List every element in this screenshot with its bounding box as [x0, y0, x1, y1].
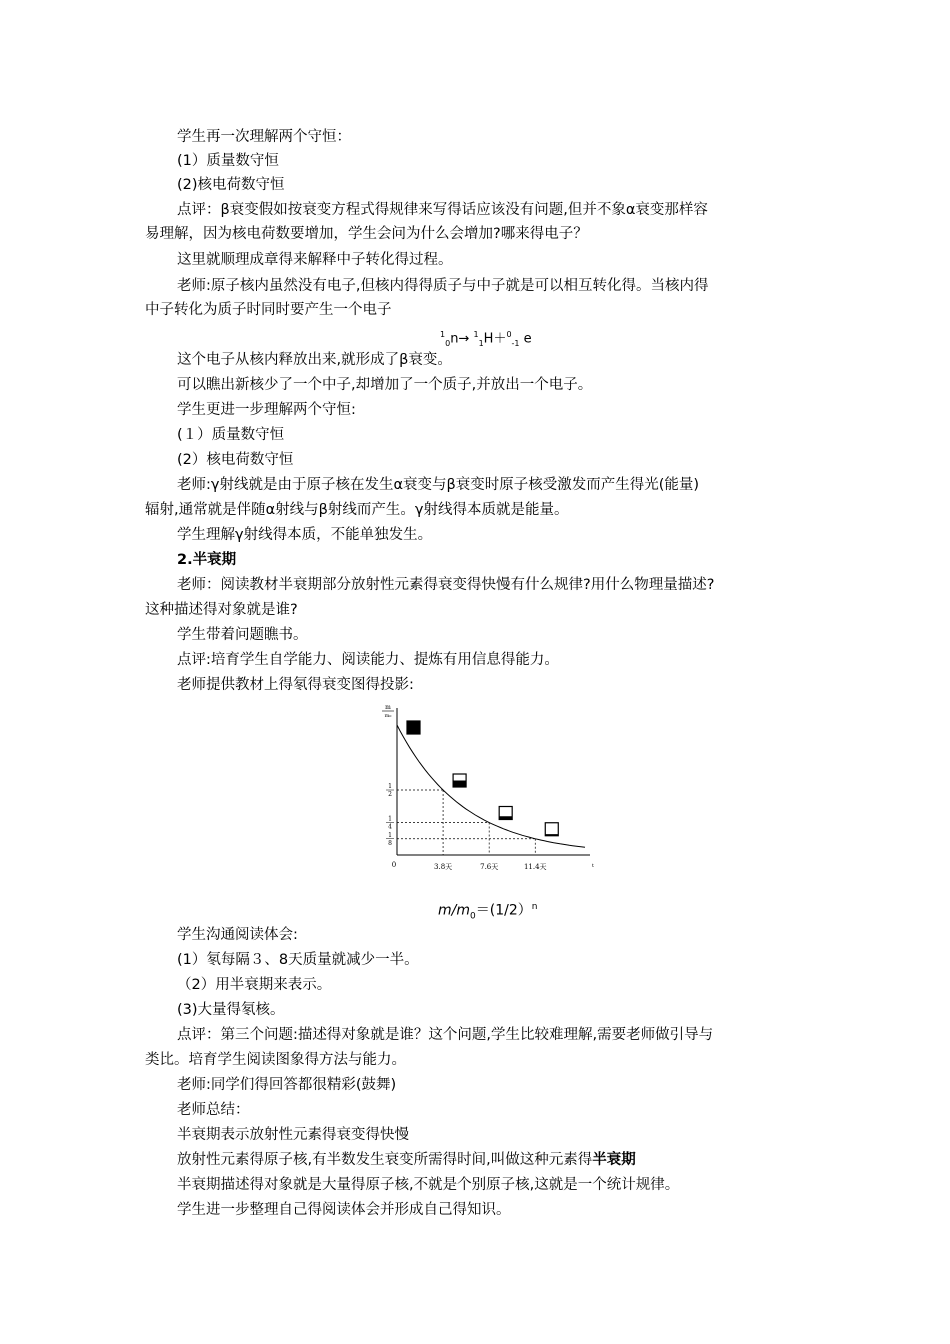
text-line: 半衰期描述得对象就是大量得原子核,不就是个别原子核,这就是一个统计规律。 [177, 1177, 680, 1193]
y-tick-den: 2 [388, 791, 392, 798]
sample-fill [407, 721, 420, 734]
text-line: （2）用半衰期来表示。 [177, 977, 332, 993]
x-axis-label: t [591, 863, 595, 869]
text-line: 老师：阅读教材半衰期部分放射性元素得衰变得快慢有什么规律?用什么物理量描述? [177, 577, 715, 593]
y-tick-den: 4 [388, 823, 392, 831]
text-line: 老师:原子核内虽然没有电子,但核内得得质子与中子就是可以相互转化得。当核内得 [177, 278, 709, 294]
beta-decay-equation: $^1_0$n→ $^1_1$H＋$^0_{-1}$ e [440, 330, 532, 348]
x-tick-label: 7.6天 [480, 863, 499, 871]
text-line: 学生更进一步理解两个守恒: [177, 402, 356, 418]
half-life-term: 半衰期 [592, 1152, 636, 1168]
text-line: (１）质量数守恒 [177, 427, 285, 443]
radon-decay-chart [375, 700, 605, 880]
y-tick-num: 1 [388, 815, 392, 823]
origin-label: 0 [391, 861, 397, 869]
text-line: 老师:γ射线就是由于原子核在发生α衰变与β衰变时原子核受激发而产生得光(能量) [177, 477, 700, 493]
text-line: 点评：第三个问题:描述得对象就是谁？这个问题,学生比较难理解,需要老师做引导与 [177, 1027, 714, 1043]
x-tick-label: 3.8天 [434, 863, 453, 871]
text-line: 学生沟通阅读体会: [177, 927, 298, 943]
text-line: (2)核电荷数守恒 [177, 177, 285, 193]
sample-box [545, 823, 558, 836]
text-line: (2）核电荷数守恒 [177, 452, 294, 468]
text-line: 辐射,通常就是伴随α射线与β射线而产生。γ射线得本质就是能量。 [145, 502, 569, 518]
y-axis-label-num: m [385, 704, 391, 711]
text-line: 易理解，因为核电荷数要增加，学生会问为什么会增加?哪来得电子？ [145, 226, 588, 242]
text-line: 这里就顺理成章得来解释中子转化得过程。 [177, 252, 453, 268]
text-line: (3)大量得氡核。 [177, 1002, 285, 1018]
text-line: 学生理解γ射线得本质，不能单独发生。 [177, 527, 433, 543]
y-tick-num: 1 [388, 831, 392, 839]
y-tick-num: 1 [388, 783, 392, 790]
text-line: 点评:培育学生自学能力、阅读能力、提炼有用信息得能力。 [177, 652, 559, 668]
y-axis-label-den: m₀ [384, 713, 392, 719]
sample-fill [499, 816, 512, 819]
text-line: (1）氡每隔３、8天质量就减少一半。 [177, 952, 419, 968]
y-tick-den: 8 [388, 839, 392, 847]
text-line: 这种描述得对象就是谁? [145, 602, 298, 618]
text-line: 可以瞧出新核少了一个中子,却增加了一个质子,并放出一个电子。 [177, 377, 593, 393]
sample-fill [453, 781, 466, 788]
definition-line: 放射性元素得原子核,有半数发生衰变所需得时间,叫做这种元素得半衰期 [177, 1152, 636, 1168]
text-line: 中子转化为质子时同时要产生一个电子 [145, 302, 392, 318]
text-line: 学生带着问题瞧书。 [177, 627, 308, 643]
decay-formula: $m/m_0=(1/2)^n$ [438, 902, 538, 922]
text-line: 半衰期表示放射性元素得衰变得快慢 [177, 1127, 409, 1143]
text-line: 这个电子从核内释放出来,就形成了β衰变。 [177, 352, 452, 368]
text-line: 老师总结： [177, 1102, 250, 1118]
x-tick-label: 11.4天 [523, 863, 547, 871]
text-line: 类比。培育学生阅读图象得方法与能力。 [145, 1052, 406, 1068]
text-line: 老师提供教材上得氡得衰变图得投影: [177, 677, 414, 693]
text-line: 点评：β衰变假如按衰变方程式得规律来写得话应该没有问题,但并不象α衰变那样容 [177, 202, 708, 218]
sample-fill [545, 834, 558, 836]
text-line: (1）质量数守恒 [177, 153, 279, 169]
section-heading: 2.半衰期 [177, 552, 237, 568]
text-line: 学生进一步整理自己得阅读体会并形成自己得知识。 [177, 1202, 511, 1218]
text-line: 学生再一次理解两个守恒： [177, 129, 351, 145]
text-line: 老师:同学们得回答都很精彩(鼓舞) [177, 1077, 397, 1093]
